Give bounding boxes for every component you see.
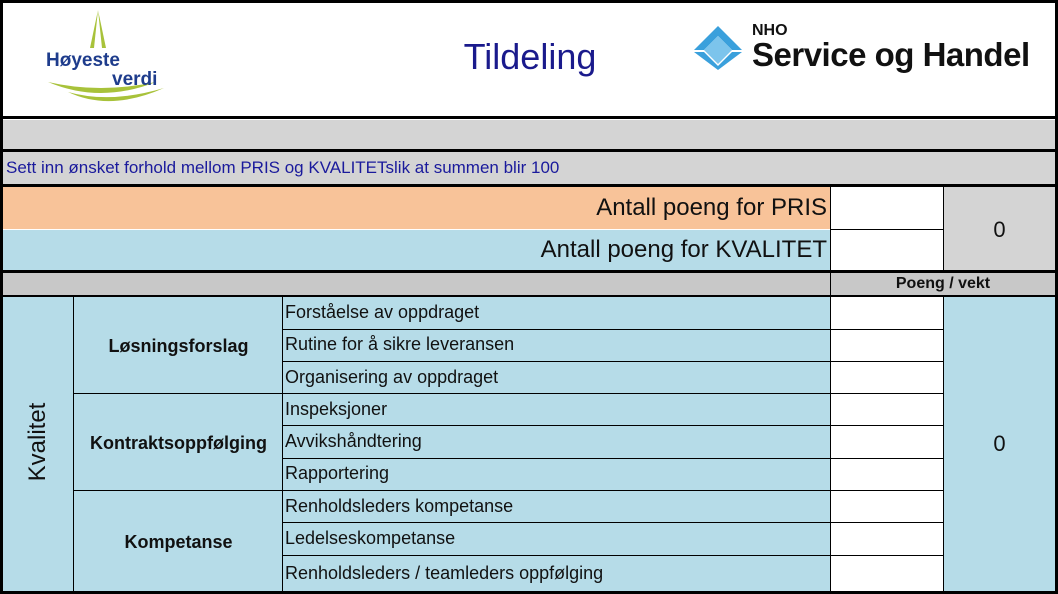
criterion-row: Forståelse av oppdraget xyxy=(285,302,480,322)
group-kontraktsoppfolging: Kontraktsoppfølging xyxy=(90,433,267,453)
criterion-row: Organisering av oppdraget xyxy=(285,367,499,387)
instruction-text: Sett inn ønsket forhold mellom PRIS og KVALITETslik at summen blir 100 xyxy=(3,152,1055,184)
criterion-row: Renholdsleders kompetanse xyxy=(285,496,514,516)
page-title: Tildeling xyxy=(463,36,597,77)
criterion-row: Inspeksjoner xyxy=(285,399,388,419)
criterion-row: Avvikshåndtering xyxy=(285,431,422,451)
group-losningsforslag: Løsningsforslag xyxy=(108,336,249,356)
kvalitet-label: Antall poeng for KVALITET xyxy=(3,230,830,270)
nho-logo-small: NHO xyxy=(752,22,788,39)
criterion-row: Rapportering xyxy=(285,463,390,483)
logo-left-line2: verdi xyxy=(112,69,158,90)
kvalitet-side-label: Kvalitet xyxy=(24,402,51,482)
logo-left-line1: Høyeste xyxy=(46,50,120,71)
pris-label: Antall poeng for PRIS xyxy=(3,187,830,229)
poeng-vekt-header: Poeng / vekt xyxy=(895,275,991,292)
kvalitet-sum: 0 xyxy=(944,297,1055,591)
criterion-row: Ledelseskompetanse xyxy=(285,528,456,548)
nho-logo-name: Service og Handel xyxy=(752,36,1030,73)
criterion-row: Rutine for å sikre leveransen xyxy=(285,334,515,354)
criterion-row: Renholdsleders / teamleders oppfølging xyxy=(285,563,604,583)
points-sum: 0 xyxy=(944,187,1055,270)
group-kompetanse: Kompetanse xyxy=(124,532,233,552)
